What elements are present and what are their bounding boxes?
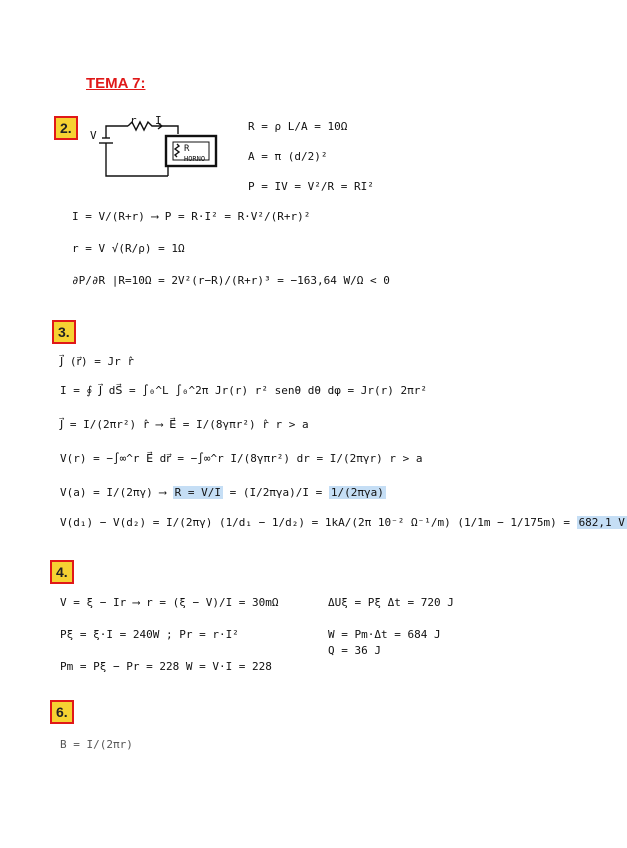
eq-vd-prefix: V(d₁) − V(d₂) = I/(2πγ) (1/d₁ − 1/d₂) = 1kA/(2π 10⁻² Ω⁻¹/m) (1/1m − 1/175m) = <box>60 516 577 529</box>
circuit-r-label: r <box>130 114 137 127</box>
section-4-badge: 4. <box>50 560 74 584</box>
eq-integral: I = ∮ J⃗ dS⃗ = ∫₀^L ∫₀^2π Jr(r) r² senθ dθ dφ = Jr(r) 2πr² <box>60 384 427 397</box>
eq-work: W = Pm·Δt = 684 J <box>328 628 441 641</box>
eq-current: I = V/(R+r) ⟶ P = R·I² = R·V²/(R+r)² <box>72 210 311 223</box>
eq-v: V = ξ − Ir ⟶ r = (ξ − V)/I = 30mΩ <box>60 596 279 609</box>
eq-derivative: ∂P/∂R |R=10Ω = 2V²(r−R)/(R+r)³ = −163,64 W/Ω < 0 <box>72 274 390 287</box>
circuit-i-label: I <box>155 114 162 127</box>
circuit-v-label: V <box>90 129 97 142</box>
circuit-box-label: HORNO <box>184 155 206 163</box>
eq-va-prefix: V(a) = I/(2πγ) ⟶ <box>60 486 173 499</box>
section-6-badge: 6. <box>50 700 74 724</box>
eq-j-e: J⃗ = I/(2πr²) r̂ ⟶ E⃗ = I/(8γπr²) r̂ r > a <box>60 418 309 431</box>
page-title: TEMA 7: <box>86 75 146 92</box>
section-3-badge: 3. <box>52 320 76 344</box>
eq-resistance: R = ρ L/A = 10Ω <box>248 120 348 133</box>
section-2-badge: 2. <box>54 116 78 140</box>
eq-delta-u: ΔUξ = Pξ Δt = 720 J <box>328 596 454 609</box>
eq-b-field: B = I/(2πr) <box>60 738 133 751</box>
eq-va-result-highlight: 1/(2πγa) <box>330 486 384 499</box>
eq-va-middle: = (I/2πγa)/I = <box>222 486 329 499</box>
eq-p-m: Pm = Pξ − Pr = 228 W = V·I = 228 <box>60 660 272 673</box>
eq-r-value: r = V √(R/ρ) = 1Ω <box>72 242 185 255</box>
eq-area: A = π (d/2)² <box>248 150 328 163</box>
eq-vd-result-highlight: 682,1 V <box>578 516 625 529</box>
eq-p-xi: Pξ = ξ·I = 240W ; Pr = r·I² <box>60 628 239 641</box>
eq-va <box>60 486 386 500</box>
eq-potential: V(r) = −∫∞^r E⃗ dr⃗ = −∫∞^r I/(8γπr²) dr = I/(2πγr) r > a <box>60 452 423 465</box>
eq-vd <box>60 516 627 530</box>
circuit-box-r-label: R <box>184 144 190 154</box>
eq-va-r-highlight: R = V/I <box>174 486 221 499</box>
eq-power: P = IV = V²/R = RI² <box>248 180 374 193</box>
eq-heat: Q = 36 J <box>328 644 381 657</box>
eq-j-def: J⃗ (r⃗) = Jr r̂ <box>60 355 134 368</box>
